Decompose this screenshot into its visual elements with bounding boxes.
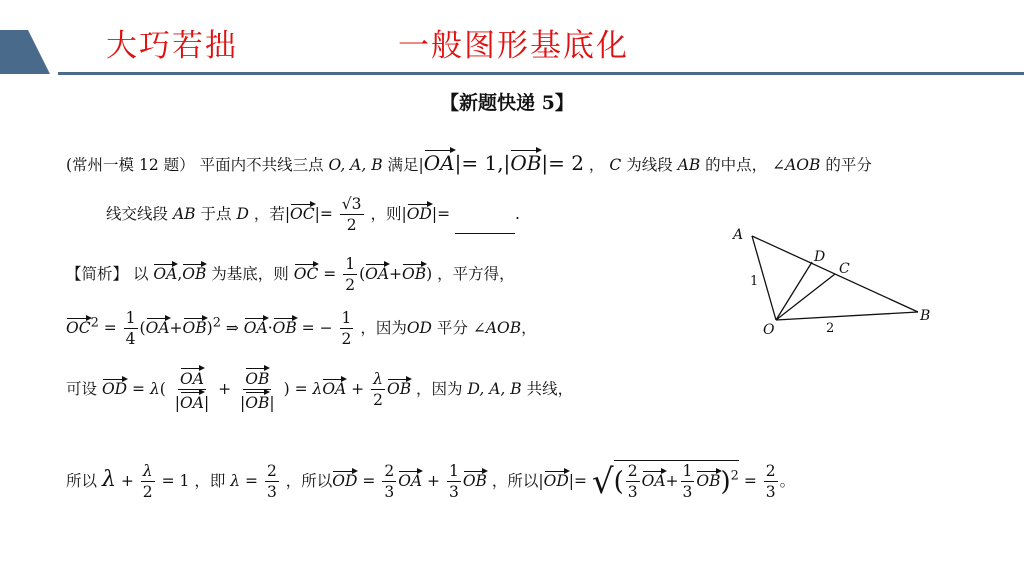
- solution-text: 所以: [66, 471, 98, 490]
- solution-text: 。: [779, 471, 796, 490]
- fraction-ob-over-norm: [238, 368, 277, 412]
- segment-ob-line: [776, 312, 918, 320]
- solution-text: ): [720, 466, 731, 497]
- fraction-denominator: 2: [345, 276, 356, 295]
- vector-oa: OA: [365, 264, 390, 283]
- solution-text: 以: [132, 264, 149, 283]
- triangle-diagram: [730, 222, 945, 342]
- page-title-left: 大巧若拙: [106, 28, 238, 64]
- vector-ob: OB: [402, 264, 427, 283]
- solution-text: 平分: [436, 318, 468, 337]
- fraction-oa-over-norm: [173, 368, 211, 412]
- vector-oa: OA: [145, 318, 170, 337]
- vector-oc: OC: [293, 264, 319, 283]
- solution-text: |=: [568, 471, 587, 490]
- fraction-lambda-over-2: [371, 371, 385, 409]
- label-d: D: [814, 249, 826, 265]
- solution-text: (: [613, 466, 624, 497]
- problem-text: 于点: [200, 204, 232, 223]
- section-subtitle: 【新题快递 5】: [440, 92, 574, 114]
- problem-text: 平面内不共线三点: [199, 156, 324, 174]
- dot-symbol: ·: [267, 318, 273, 337]
- solution-text: ，平方得，: [437, 264, 515, 283]
- abs-bar: |: [240, 394, 246, 413]
- angle-aob: ∠AOB: [472, 318, 522, 337]
- fraction-denominator: 3: [765, 483, 776, 502]
- fraction-numerator: 2: [626, 463, 640, 482]
- problem-text: 为线段: [626, 156, 673, 174]
- solution-text: +: [427, 471, 441, 490]
- fraction-denominator: 2: [142, 483, 153, 502]
- fraction-denominator: 3: [384, 483, 395, 502]
- problem-line-2: [106, 196, 520, 234]
- fraction-1-over-2: [340, 310, 354, 348]
- solution-text: +: [389, 264, 403, 283]
- vector-oa: OA: [398, 471, 423, 490]
- fraction-numerator: 1: [343, 256, 357, 275]
- fraction-denominator: 3: [627, 483, 638, 502]
- solution-text: +: [665, 471, 679, 490]
- fraction-numerator: 2: [764, 463, 778, 482]
- vector-od: OD: [332, 471, 358, 490]
- fraction-numerator: λ: [141, 463, 155, 482]
- solution-text: 共线，: [526, 379, 574, 398]
- fraction-1-over-3: [681, 463, 695, 501]
- problem-text: |= 1,|: [454, 151, 511, 175]
- solution-line-2: [66, 310, 537, 348]
- solution-text: 可设: [66, 379, 98, 398]
- problem-text: |=: [314, 204, 333, 223]
- fraction-2-over-3: [382, 463, 396, 501]
- fraction-numerator: 2: [265, 463, 279, 482]
- problem-text: |= 2: [541, 151, 584, 175]
- fraction-1-over-3: [447, 463, 461, 501]
- point-d: D: [236, 204, 249, 223]
- solution-text: =: [362, 471, 376, 490]
- fraction-numerator: 1: [681, 463, 695, 482]
- fraction-denominator: 2: [341, 330, 352, 349]
- problem-text: .: [515, 204, 520, 223]
- points-dab: D, A, B: [467, 379, 522, 398]
- label-c: C: [839, 261, 850, 277]
- fraction-denominator: 3: [448, 483, 459, 502]
- header-rule: [58, 72, 1024, 75]
- vector-oa: OA: [243, 318, 268, 337]
- problem-text: |=: [431, 204, 451, 223]
- fraction-1-over-4: [124, 310, 138, 348]
- solution-text: +: [169, 318, 183, 337]
- page-title-right: 一般图形基底化: [398, 28, 629, 64]
- label-length-1: 1: [750, 274, 759, 289]
- solution-text: +: [120, 471, 134, 490]
- fraction-numerator: 2: [382, 463, 396, 482]
- label-o: O: [763, 322, 775, 338]
- segment-od-line: [776, 262, 812, 320]
- vector-oa: OA: [423, 151, 455, 175]
- vector-ob: OB: [696, 471, 721, 490]
- vector-ob: OB: [462, 471, 487, 490]
- solution-text: =: [103, 318, 117, 337]
- problem-text: 线交线段: [106, 204, 169, 223]
- solution-text: ，因为: [360, 318, 407, 337]
- solution-text: +: [218, 379, 232, 398]
- solution-text: = −: [301, 318, 333, 337]
- solution-text: ，即: [194, 471, 226, 490]
- lambda-symbol: λ: [312, 379, 323, 398]
- fraction-numerator: 1: [124, 310, 138, 329]
- vector-oc: OC: [290, 204, 315, 223]
- fraction-numerator: 1: [340, 310, 354, 329]
- vector-od: OD: [406, 204, 432, 223]
- fraction-denominator: 3: [266, 483, 277, 502]
- vector-ob: OB: [182, 264, 207, 283]
- answer-blank: [455, 233, 515, 234]
- vector-ob: OB: [386, 379, 412, 398]
- vector-od: OD: [543, 471, 569, 490]
- solution-text: ): [283, 379, 290, 398]
- vector-ob: OB: [245, 394, 270, 413]
- solution-text: =: [294, 379, 308, 398]
- fraction-denominator: 3: [682, 483, 693, 502]
- lambda-symbol: λ: [230, 471, 241, 490]
- fraction-denominator: 2: [373, 391, 383, 410]
- problem-text: ，: [588, 156, 605, 174]
- vector-oc: OC: [66, 318, 91, 337]
- fraction-denominator: 2: [346, 216, 357, 235]
- solution-line-3: [66, 368, 573, 412]
- solution-text: +: [351, 379, 365, 398]
- problem-text: 的中点，: [705, 156, 768, 174]
- solution-text: =: [323, 264, 337, 283]
- problem-text: 的平分: [825, 156, 872, 174]
- vector-oa: OA: [153, 264, 178, 283]
- segment-oc-line: [776, 274, 835, 320]
- fraction-2-over-3: [265, 463, 279, 501]
- sqrt-body: [614, 460, 739, 501]
- solution-text: ，所以|: [491, 471, 544, 490]
- fraction-2-over-3: [626, 463, 640, 501]
- problem-text: ，则|: [370, 204, 407, 223]
- fraction-numerator: √3: [340, 196, 364, 215]
- exponent: 2: [212, 315, 221, 331]
- lambda-symbol: λ: [149, 379, 160, 398]
- label-b: B: [920, 308, 931, 324]
- exponent: 2: [90, 315, 99, 331]
- vector-ob: OB: [510, 151, 542, 175]
- corner-tab-shape: [0, 30, 52, 76]
- problem-text: 满足|: [387, 156, 424, 174]
- vector-ob: OB: [272, 318, 297, 337]
- solution-text: ): [206, 318, 213, 337]
- solution-text: 为基底，则: [211, 264, 289, 283]
- implies-symbol: ⇒: [225, 318, 239, 337]
- vector-oa: OA: [180, 370, 204, 388]
- fraction-denominator: 4: [125, 330, 136, 349]
- solution-text: ): [426, 264, 433, 283]
- solution-text: (: [159, 379, 166, 398]
- solution-line-4: [66, 460, 795, 501]
- solution-text: =: [245, 471, 259, 490]
- abs-bar: |: [269, 394, 275, 413]
- problem-text: ，若|: [253, 204, 291, 223]
- problem-points: O, A, B: [328, 156, 383, 174]
- fraction-lambda-over-2: [141, 463, 155, 501]
- vector-ob: OB: [245, 370, 270, 388]
- solution-text: ,: [177, 264, 183, 283]
- fraction-1-over-2: [343, 256, 357, 294]
- angle-aob: ∠AOB: [772, 156, 821, 174]
- abs-bar: |: [174, 394, 181, 413]
- sqrt-symbol: √: [591, 461, 614, 502]
- label-length-2: 2: [826, 321, 835, 336]
- vector-oa: OA: [322, 379, 347, 398]
- exponent: 2: [730, 468, 739, 484]
- fraction-numerator: 1: [447, 463, 461, 482]
- solution-text: (: [359, 264, 366, 283]
- problem-line-1: [66, 150, 872, 174]
- solution-line-1: [66, 256, 515, 294]
- solution-text: = 1: [161, 471, 190, 490]
- solution-text: ，: [521, 318, 537, 337]
- solution-text: =: [743, 471, 757, 490]
- vector-oa: OA: [641, 471, 666, 490]
- fraction-sqrt3-over-2: [340, 196, 364, 234]
- fraction-2-over-3: [764, 463, 778, 501]
- segment-ab: AB: [172, 204, 196, 223]
- vector-ob: OB: [182, 318, 207, 337]
- segment-od: OD: [406, 318, 432, 337]
- solution-text: =: [132, 379, 146, 398]
- solution-text: ，所以: [285, 471, 333, 490]
- solution-label: 【简析】: [66, 264, 129, 283]
- solution-text: (: [139, 318, 146, 337]
- abs-bar: |: [203, 394, 210, 413]
- point-c: C: [609, 156, 622, 174]
- vector-od: OD: [101, 379, 128, 398]
- vector-oa: OA: [180, 394, 204, 413]
- solution-text: ，因为: [416, 379, 463, 398]
- problem-source: (常州一模 12 题）: [66, 156, 195, 174]
- fraction-numerator: λ: [371, 371, 385, 390]
- segment-ab: AB: [677, 156, 701, 174]
- lambda-symbol: λ: [101, 466, 116, 492]
- label-a: A: [733, 227, 744, 243]
